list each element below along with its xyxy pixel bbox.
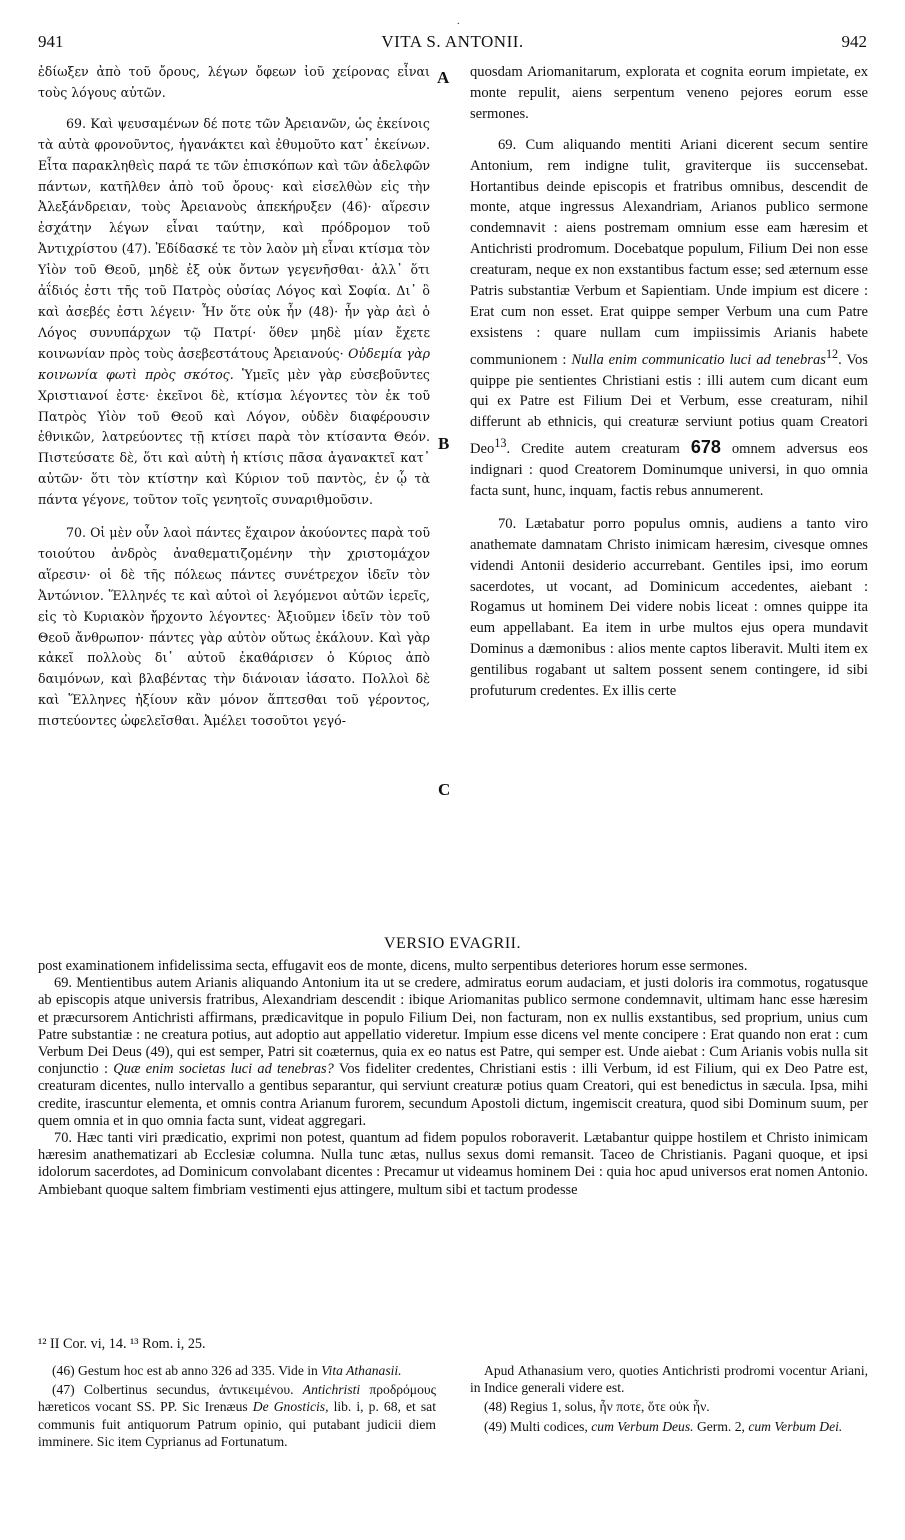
latin-paragraph-69 [470,135,868,502]
page-number-left: 941 [38,32,64,51]
latin-69-note-13: 13 [494,436,507,451]
margin-letter-b: B [438,434,450,453]
footnote-47-end: lib. i, p. 68, et sat communis fuit antiquorum Patrum opinio, qui putabant judicii diem imminere. Sic item Cyprianus ad Fortunatum. [38,1399,436,1449]
margin-letter-a: A [437,68,450,87]
greek-paragraph-70: 70. Οἱ μὲν οὖν λαοὶ πάντες ἔχαιρον ἀκούοντες παρὰ τοῦ τοιούτου ἀνδρὸς ἀναθεματιζομένην τὴν χριστομάχον αἵρεσιν· οἱ δὲ τῆς πόλεως πάντες συνέτρεχον ἰδεῖν τὸν Ἀντώνιον. Ἕλληνές τε καὶ αὐτοὶ οἱ λεγόμενοι αὐτῶν ἱερεῖς, εἰς τὸ Κυριακὸν ἤρχοντο λέγοντες· Ἀξιοῦμεν ἰδεῖν τὸν τοῦ Θεοῦ ἄνθρωπον· πάντες γὰρ αὐτὸν οὕτως ἐκάλουν. Καὶ γὰρ κἀκεῖ πολλοὺς δι᾽ αὐτοῦ ἐκαθάρισεν ὁ Κύριος ἀπὸ δαιμόνων, καὶ βλαβέντας τὴν διάνοιαν ἰάσατο. Πολλοὶ δὲ καὶ Ἕλληνες ἠξίουν κἂν μόνον ἅπτεσθαι τοῦ γέροντος, πιστεύοντες ὠφελεῖσθαι. Ἀμέλει τοσοῦτοι γεγό- [38,525,430,729]
greek-69-text: 69. Καὶ ψευσαμένων δέ ποτε τῶν Ἀρειανῶν, ὡς ἐκείνοις τὰ αὐτὰ φρονοῦντος, ἠγανάκτει καὶ ἐθυμοῦτο κατ᾽ ἐκείνων. Εἶτα παρακληθεὶς παρά τε τῶν ἐπισκόπων καὶ τῶν ἀδελφῶν πάντων, κατῆλθεν ἀπὸ τοῦ ὄρους· καὶ εἰσελθὼν εἰς τὴν Ἀλεξάνδρειαν, τοὺς Ἀρειανοὺς ἀπεκήρυξεν (46)· αἵρεσιν ἐσχάτην λέγων εἶναι ταύτην, καὶ πρόδρομον τοῦ Ἀντιχρίστου (47). Ἐδίδασκέ τε τὸν λαὸν μὴ εἶναι κτίσμα τὸν Υἱὸν τοῦ Θεοῦ, μηδὲ ἐξ οὐκ ὄντων γεγενῆσθαι· ἀλλ᾽ ὅτι ἀΐδιός ἐστι τῆς τοῦ Πατρὸς οὐσίας Λόγος καὶ Σοφία. Δι᾽ ὃ καὶ ἀσεβές ἐστι λέγειν· Ἦν ὅτε οὐκ ἦν (48)· ἦν γὰρ ἀεὶ ὁ Λόγος συνυπάρχων τῷ Πατρί· ὅθεν μηδὲ μίαν ἔχετε κοινωνίαν πρὸς τοὺς ἀσεβεστάτους Ἀρειανούς· [38,115,430,361]
greek-paragraph-intro: ἐδίωξεν ἀπὸ τοῦ ὄρους, λέγων ὄφεων ἰοῦ χείρονας εἶναι τοὺς λόγους αὐτῶν. [38,64,430,100]
versio-paragraph-70: 70. Hæc tanti viri prædicatio, exprimi non potest, quantum ad fidem populos roboraverit. Lætabantur quippe hostilem et Christo inimicam hæresim anathematizari ab Ecclesiæ columna. Nulla tunc ætas, nullus sexus domi remansit. Taceo de Christianis. Pagani quoque, et ipsi idolorum sacerdotes, ad Dominicum convolabant dicentes : Precamur ut videamus hominem Dei : quia hoc apud universos erat nomen Antonio. Ambiebant quoque saltem fimbriam vestimenti ejus attingere, multum sibi et tactum prodesse [38,1130,868,1198]
versio-69-quote: Quæ enim societas luci ad tenebras? [113,1061,334,1078]
latin-69-mid: . Vos quippe pie sentientes Christiani estis : illi autem cum dicant eum qui ex Patre est Filium Dei et Verbum, esse creaturam, nihil differunt ab ethnicis, qui creaturæ serviunt potius quam Creatori Deo [470,351,868,458]
footnote-46-text: (46) Gestum hoc est ab anno 326 ad 335. Vide in [52,1363,318,1378]
greek-paragraph-69 [38,114,430,511]
latin-69-credite: . Credite autem creaturam [506,441,680,458]
latin-column [470,62,868,714]
footnote-49-text: (49) Multi codices, [484,1418,588,1434]
latin-69-text: 69. Cum aliquando mentiti Ariani dicerent secum sentire Antonium, rem indigne tulit, graviterque iis succensebat. Hortantibus deinde episcopis et fratribus omnibus, descendit de monte, atque ingressus Alexandriam, Arianos publico sermone condemnavit : aiens postremam omnium esse eam hæresim et Antichristi prodromum. Docebatque populum, Filium Dei non esse creaturam, neque ex non exstantibus factum esse; sed æternum esse Patris substantiæ Verbum et Sapientiam. Unde impium est dicere : Erat cum non esset. Erat quippe semper Verbum una cum Patre exsistens : quare nullam cum impiissimis Arianis habete communionem : [470,136,868,368]
footnote-47 [38,1381,436,1450]
footnote-divider [38,1356,868,1357]
footnotes-left [38,1362,436,1452]
versio-69-text: 69. Mentientibus autem Arianis aliquando Antonium ita ut se credere, admiratus eorum audaciam, et justi doloris ira commotus, rogatusque ab episcopis atque universis fratribus, Alexandriam descendit : ibique Ariomanitas publico sermone condemnavit, ultimam hanc esse hæresim et præcursorem Antichristi affirmans, prædicavitque in populo Filium Dei, non facturam, non ex nullis exstantibus, sed proprium, unius cum Patre substantiæ : ne creatura potius, aut adoptio aut appellatio videretur. Impium esse dicens vel mente concipere : Erat quando non erat : cum Verbum Dei Deus (49), qui est semper, Patri sit coæternus, quia ex eo natus est Patre, qui semper est. Unde aiebat : Cum Arianis vobis nulla sit conjunctio : [38,975,868,1078]
column-number: 678 [690,437,721,458]
latin-69-quote: Nulla enim communicatio luci ad tenebras [571,351,826,368]
latin-paragraph-intro: quosdam Ariomanitarum, explorata et cognita eorum impietate, ex monte repulit, aiens serpentum veneno pejores eorum esse sermones. [470,64,868,122]
versio-paragraph-intro: post examinationem infidelissima secta, effugavit eos de monte, dicens, multo serpentibus deteriores horum esse sermones. [38,958,748,974]
versio-paragraph-69 [38,975,868,1130]
greek-69-rest: Ὑμεῖς μὲν γὰρ εὐσεβοῦντες Χριστιανοί ἐστε· ἐκεῖνοι δὲ, κτίσμα λέγοντες τὸν ἐκ τοῦ Πατρὸς Υἱὸν τοῦ Θεοῦ καὶ Λόγον, οὐδὲν διαφέρουσιν ἐθνικῶν, λατρεύοντες τῇ κτίσει παρὰ τὸν κτίσαντα Θεόν. Πιστεύσατε δὲ, ὅτι καὶ αὐτὴ ἡ κτίσις πᾶσα ἀγανακτεῖ κατ᾽ αὐτῶν· ὅτι τὸν κτίστην καὶ Κύριον τοῦ παντὸς, ἐν ᾧ τὰ πάντα γέγονε, τοῦτον τοῖς γενητοῖς συναριθμοῦσιν. [38,366,430,508]
latin-paragraph-70: 70. Lætabatur porro populus omnis, audiens a tanto viro anathemate damnatam Christo inimicam hæresim, civesque omnes videndi Antonii desiderio accurrebant. Gentiles ipsi, imo eorum sacerdotes, ut vocant, ad Dominicum accedentes, aiebant : Rogamus ut hominem Dei videre nobis liceat : omnes quippe ita eum appellabant. Ea item in urbe multos ejus opera mundavit Dominus a dæmonibus : alios mente captos liberavit. Multi item ex gentilibus rogabant ut saltem possent senem contingere, id sibi profuturum credentes. Ex illis certe [470,515,868,700]
footnote-47-text: (47) Colbertinus secundus, ἀντικειμένου. [52,1382,294,1398]
footnote-47-mid: προδρόμους hæreticos vocant SS. PP. Sic Irenæus [38,1382,437,1415]
margin-letter-c: C [438,780,451,799]
footnote-49-mid: Germ. 2, [696,1418,745,1434]
header-dot: . [457,16,460,27]
versio-69-rest: Vos fideliter credentes, Christiani estis : illi Verbum, id est Filium, qui ex Deo Patre est, creaturam dicentes, nullo intervallo a gentibus separantur, qui serviunt creaturæ potius quam Creatori, qui est benedictus in sæcula. Ipsa, mihi credite, irascuntur elementa, et omnis contra Arianum furorem, secundum Apostoli dictum, ingemiscit creatura, quod sibi Dominum suum, per quem omnia et in quo omnia facta sunt, videat aggregari. [38,1061,869,1129]
footnote-46 [38,1362,436,1379]
footnote-48: (48) Regius 1, solus, ἦν ποτε, ὅτε οὐκ ἦν. [484,1399,710,1415]
footnote-46-italic: Vita Athanasii. [321,1363,402,1378]
page-number-right: 942 [841,32,867,51]
versio-title: VERSIO EVAGRII. [384,935,521,952]
versio-evagrii-block [38,958,868,1199]
latin-69-note-12: 12 [825,346,839,361]
greek-69-quote: Οὐδεμία γὰρ κοινωνία φωτὶ πρὸς σκότος. [38,345,430,382]
footnote-47-continued: Apud Athanasium vero, quoties Antichristi prodromi vocentur Ariani, in Indice generali videre est. [470,1363,868,1396]
footnote-47-italic-2: De Gnosticis, [252,1399,329,1415]
footnotes-right [470,1362,868,1437]
footnote-49-italic-2: cum Verbum Dei. [748,1418,843,1434]
footnote-49 [470,1418,868,1435]
footnote-47-italic: Antichristi [302,1382,361,1398]
greek-column [38,62,430,744]
scripture-references: ¹² II Cor. vi, 14. ¹³ Rom. i, 25. [38,1336,206,1352]
running-header [0,16,905,56]
footnote-49-italic: cum Verbum Deus. [591,1418,694,1434]
latin-69-end: omnem adversus eos indignari : quod Creatorem Dominumque universi, in quo omnia facta sunt, hunc, inquam, factis rebus annumerent. [470,441,868,499]
running-title: VITA S. ANTONII. [381,32,524,51]
